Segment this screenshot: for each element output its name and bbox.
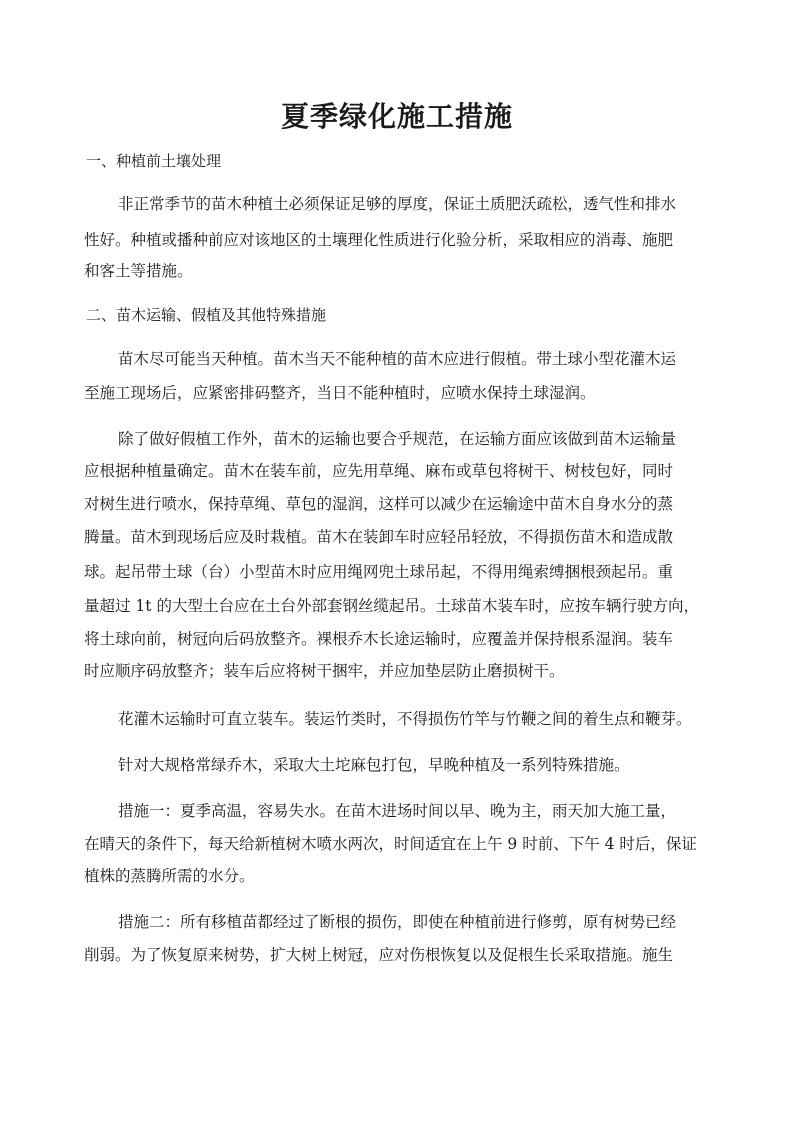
paragraph-line: 非正常季节的苗木种植土必须保证足够的厚度，保证土质肥沃疏松，透气性和排水 — [118, 195, 677, 213]
paragraph-line: 削弱。为了恢复原来树势，扩大树上树冠，应对伤根恢复以及促根生长采取措施。施生 — [84, 946, 674, 964]
paragraph-line: 球。起吊带土球（台）小型苗木时应用绳网兜土球吊起，不得用绳索缚捆根颈起吊。重 — [84, 563, 674, 581]
paragraph-line: 量超过 1t 的大型土台应在土台外部套钢丝缆起吊。土球苗木装车时，应按车辆行驶方向， — [84, 597, 699, 615]
paragraph-line: 措施二：所有移植苗都经过了断根的损伤，即使在种植前进行修剪，原有树势已经 — [118, 913, 677, 931]
paragraph-line: 至施工现场后，应紧密排码整齐，当日不能种植时，应喷水保持土球湿润。 — [84, 384, 596, 402]
section-heading-1: 一、种植前土壤处理 — [86, 152, 222, 170]
paragraph-line: 腾量。苗木到现场后应及时栽植。苗木在装卸车时应轻吊轻放，不得损伤苗木和造成散 — [84, 528, 674, 546]
document-title: 夏季绿化施工措施 — [280, 100, 513, 133]
paragraph-line: 花灌木运输时可直立装车。装运竹类时，不得损伤竹竿与竹鞭之间的着生点和鞭芽。 — [118, 710, 692, 728]
paragraph-line: 植株的蒸腾所需的水分。 — [84, 867, 255, 885]
paragraph-line: 应根据种植量确定。苗木在装车前，应先用草绳、麻布或草包将树干、树枝包好，同时 — [84, 462, 674, 480]
paragraph-line: 在晴天的条件下，每天给新植树木喷水两次，时间适宜在上午 9 时前、下午 4 时后，保证 — [84, 835, 697, 853]
paragraph-line: 措施一：夏季高温，容易失水。在苗木进场时间以早、晚为主，雨天加大施工量， — [118, 802, 677, 820]
paragraph-line: 时应顺序码放整齐；装车后应将树干捆牢，并应加垫层防止磨损树干。 — [84, 662, 565, 680]
paragraph-line: 针对大规格常绿乔木，采取大土坨麻包打包，早晚种植及一系列特殊措施。 — [118, 756, 630, 774]
paragraph-line: 对树生进行喷水，保持草绳、草包的湿润，这样可以减少在运输途中苗木自身水分的蒸 — [84, 495, 674, 513]
paragraph-line: 和客土等措施。 — [84, 262, 193, 280]
paragraph-line: 将土球向前，树冠向后码放整齐。裸根乔木长途运输时，应覆盖并保持根系湿润。装车 — [84, 630, 674, 648]
paragraph-line: 除了做好假植工作外，苗木的运输也要合乎规范，在运输方面应该做到苗木运输量 — [118, 430, 677, 448]
section-heading-2: 二、苗木运输、假植及其他特殊措施 — [86, 306, 327, 324]
paragraph-line: 性好。种植或播种前应对该地区的土壤理化性质进行化验分析，采取相应的消毒、施肥 — [84, 231, 674, 249]
paragraph-line: 苗木尽可能当天种植。苗木当天不能种植的苗木应进行假植。带土球小型花灌木运 — [118, 350, 677, 368]
